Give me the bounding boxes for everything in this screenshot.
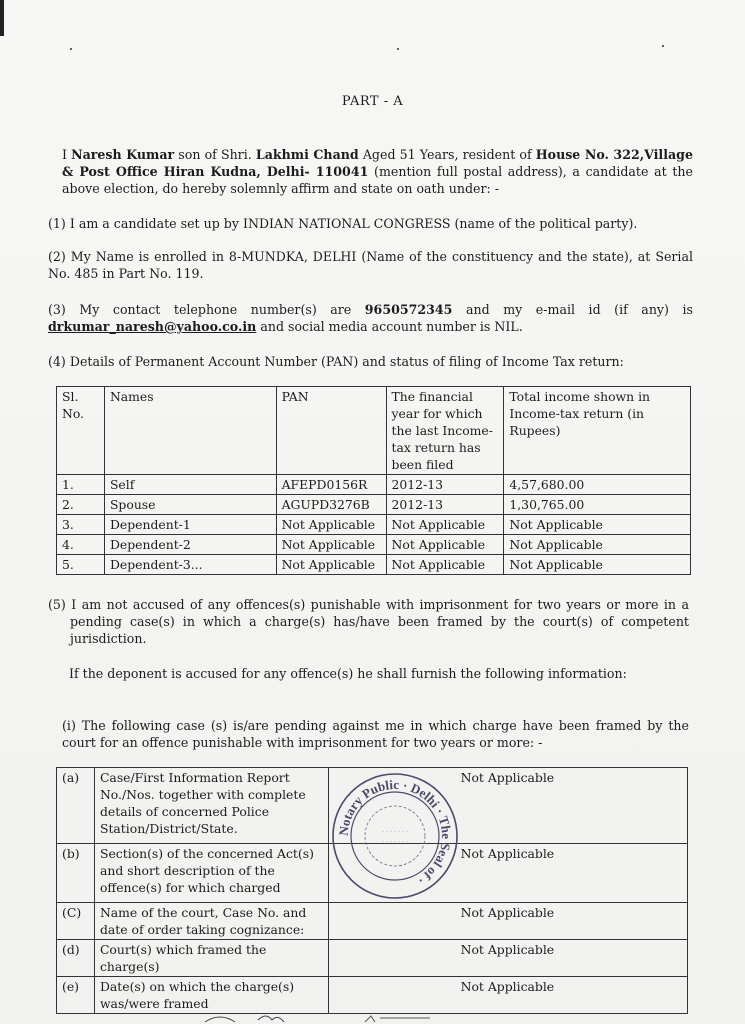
header-cell: The financial year for which the last Income-tax return has been filed	[386, 387, 504, 475]
scan-speck	[397, 48, 399, 50]
phone-number: 9650572345	[364, 302, 453, 317]
table-row: (e) Date(s) on which the charge(s) was/were framed Not Applicable	[57, 977, 688, 1014]
pan-table	[56, 386, 691, 575]
table-row: (d) Court(s) which framed the charge(s) Not Applicable	[57, 940, 688, 977]
table-row: 5. Dependent-3... Not Applicable Not Applicable Not Applicable	[57, 555, 691, 575]
table-row: (C) Name of the court, Case No. and date of order taking cognizance: Not Applicable	[57, 903, 688, 940]
table-row: 4. Dependent-2 Not Applicable Not Applicable Not Applicable	[57, 535, 691, 555]
table-row: 1. Self AFEPD0156R 2012-13 4,57,680.00	[57, 475, 691, 495]
item-5-i: (i) The following case (s) is/are pending against me in which charge have been framed by the court for an offence punishable with imprisonment for two years or more: -	[62, 718, 689, 750]
item-3: (3) My contact telephone number(s) are 9650572345 and my e-mail id (if any) is drkumar_naresh@yahoo.co.in and social media account number is NIL.	[48, 302, 693, 334]
svg-text:· · · · · · ·: · · · · · · ·	[382, 838, 408, 845]
notary-seal-stamp	[330, 771, 460, 901]
item-1: (1) I am a candidate set up by INDIAN NATIONAL CONGRESS (name of the political party).	[48, 216, 638, 231]
email-address: drkumar_naresh@yahoo.co.in	[48, 319, 257, 334]
header-cell: Total income shown in Income-tax return (in Rupees)	[504, 387, 691, 475]
page-title: PART - A	[341, 94, 404, 109]
intro-paragraph: I Naresh Kumar son of Shri. Lakhmi Chand Aged 51 Years, resident of House No. 322,Village & Post Office Hiran Kudna, Delhi- 110041 (mention full postal address), a candidate at the above election, do hereby solemnly affirm and state on oath under: -	[62, 147, 693, 196]
header-cell: Names	[104, 387, 276, 475]
scan-speck	[662, 45, 664, 47]
seal-text: Notary Public · Delhi · The Seal of ·	[335, 776, 455, 889]
svg-text:· · · · · · ·: · · · · · · ·	[382, 828, 408, 835]
table-row: (b) Section(s) of the concerned Act(s) and short description of the offence(s) for which charged Not Applicable	[57, 844, 688, 903]
item-2: (2) My Name is enrolled in 8-MUNDKA, DELHI (Name of the constituency and the state), at Serial No. 485 in Part No. 119.	[48, 249, 693, 281]
item-4: (4) Details of Permanent Account Number (PAN) and status of filing of Income Tax return:	[48, 354, 624, 369]
header-cell: PAN	[276, 387, 386, 475]
item-5: (5) I am not accused of any offences(s) punishable with imprisonment for two years or more in a pending case(s) in which a charge(s) has/have been framed by the court(s) of competent jurisdiction.	[48, 597, 689, 646]
deponent-name: Naresh Kumar	[71, 147, 175, 162]
table-row: (a) Case/First Information Report No./Nos. together with complete details of concerned Police Station/District/State. Not Applicable	[57, 768, 688, 844]
deponent-note: If the deponent is accused for any offence(s) he shall furnish the following information:	[69, 666, 627, 681]
address: House No. 322,Village & Post Office Hiran Kudna, Delhi- 110041	[62, 147, 693, 179]
father-name: Lakhmi Chand	[255, 147, 359, 162]
scan-edge	[0, 0, 4, 36]
table-row: 2. Spouse AGUPD3276B 2012-13 1,30,765.00	[57, 495, 691, 515]
bottom-scrawl	[200, 1008, 460, 1024]
table-row: 3. Dependent-1 Not Applicable Not Applicable Not Applicable	[57, 515, 691, 535]
header-cell: Sl. No.	[57, 387, 105, 475]
scan-speck	[70, 48, 72, 50]
pan-table-header	[57, 387, 691, 475]
